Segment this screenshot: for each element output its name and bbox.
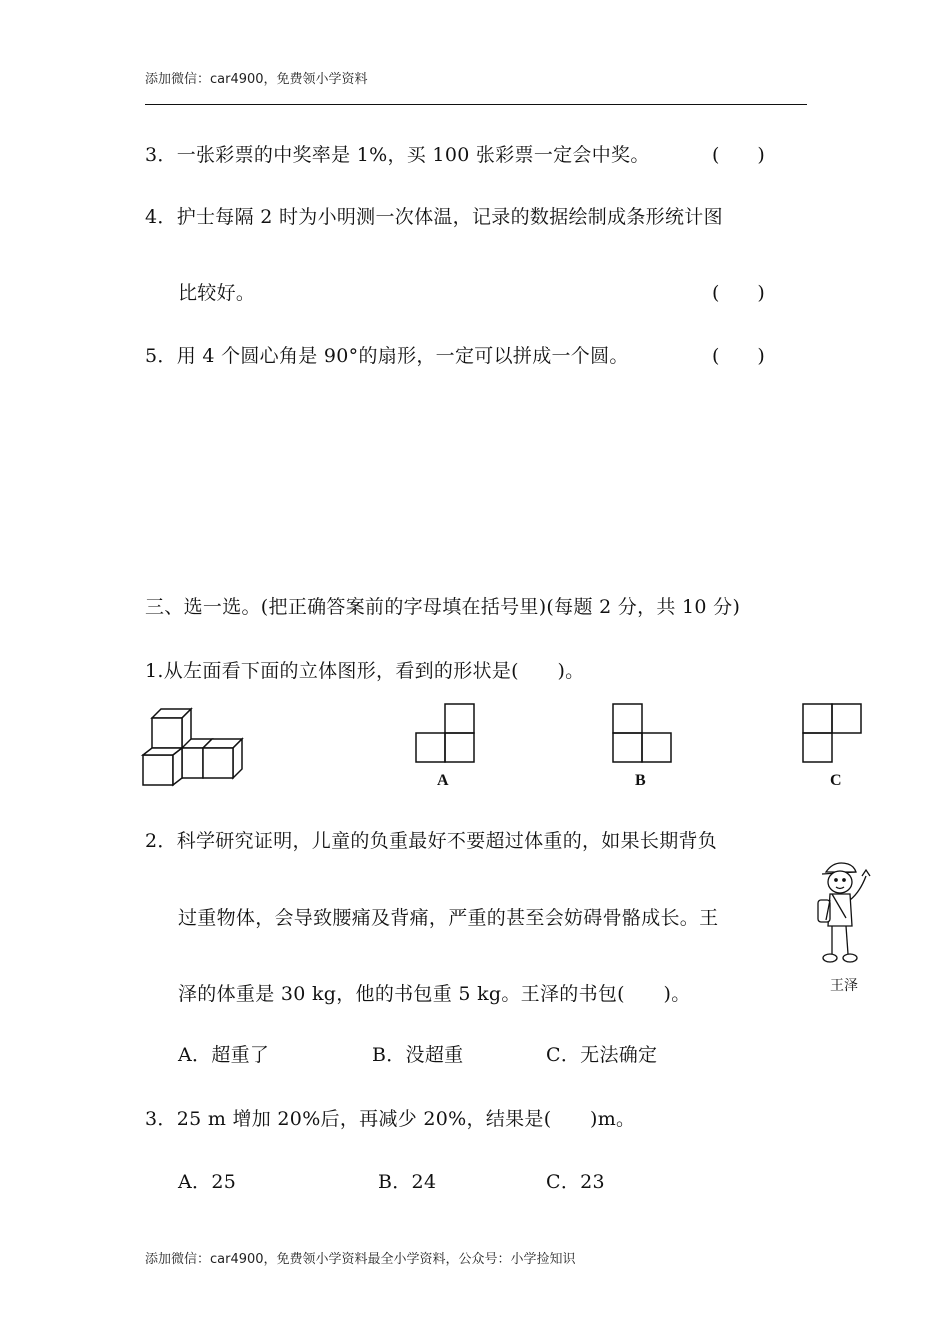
mc-q3-text: 25 m 增加 20%后，再减少 20%，结果是( )m。 bbox=[176, 1108, 636, 1130]
judge-q4-number: 4． bbox=[145, 206, 177, 228]
judge-q5-answer-blank: ( ) bbox=[712, 345, 765, 367]
option-c-figure bbox=[801, 702, 865, 766]
mc-q2-line3: 泽的体重是 30 kg，他的书包重 5 kg。王泽的书包( )。 bbox=[178, 983, 691, 1005]
judge-q5-number: 5． bbox=[145, 345, 177, 367]
mc-q2-option-c: C．无法确定 bbox=[546, 1044, 658, 1066]
judge-q4 bbox=[145, 202, 723, 229]
judge-q3-text: 一张彩票的中奖率是 1%，买 100 张彩票一定会中奖。 bbox=[176, 144, 650, 166]
judge-q4-text-cont: 比较好。 bbox=[178, 282, 256, 304]
boy-caption: 王泽 bbox=[830, 978, 858, 994]
option-a-figure bbox=[414, 702, 478, 766]
mc-q1-text: 1.从左面看下面的立体图形，看到的形状是( )。 bbox=[145, 660, 585, 682]
option-c-label: C bbox=[830, 772, 842, 789]
page-header: 添加微信：car4900，免费领小学资料 bbox=[145, 72, 368, 87]
page-footer: 添加微信：car4900，免费领小学资料最全小学资料，公众号：小学捡知识 bbox=[145, 1252, 576, 1267]
option-b-label: B bbox=[635, 772, 646, 789]
mc-q3-number: 3． bbox=[145, 1108, 177, 1130]
judge-q4-answer-blank: ( ) bbox=[712, 282, 765, 304]
option-b-figure bbox=[611, 702, 675, 766]
mc-q3 bbox=[145, 1104, 635, 1131]
mc-q2-option-a: A．超重了 bbox=[178, 1044, 270, 1066]
mc-q2-option-b: B．没超重 bbox=[372, 1044, 464, 1066]
mc-q2-line2: 过重物体，会导致腰痛及背痛，严重的甚至会妨碍骨骼成长。王 bbox=[178, 907, 719, 929]
cube-3d-figure bbox=[140, 704, 255, 790]
mc-q2-line1 bbox=[145, 826, 717, 853]
judge-q3 bbox=[145, 140, 650, 167]
mc-q2-text1: 科学研究证明，儿童的负重最好不要超过体重的，如果长期背负 bbox=[176, 830, 718, 852]
judge-q4-text: 护士每隔 2 时为小明测一次体温，记录的数据绘制成条形统计图 bbox=[176, 206, 723, 228]
judge-q3-number: 3． bbox=[145, 144, 177, 166]
mc-q3-option-b: B．24 bbox=[378, 1171, 437, 1193]
header-divider bbox=[145, 104, 807, 105]
judge-q3-answer-blank: ( ) bbox=[712, 144, 765, 166]
judge-q5-text: 用 4 个圆心角是 90°的扇形，一定可以拼成一个圆。 bbox=[176, 345, 629, 367]
mc-q3-option-c: C．23 bbox=[546, 1171, 605, 1193]
judge-q5 bbox=[145, 341, 629, 368]
mc-q3-option-a: A．25 bbox=[178, 1171, 237, 1193]
section3-title: 三、选一选。(把正确答案前的字母填在括号里)(每题 2 分，共 10 分) bbox=[145, 596, 741, 618]
mc-q2-number: 2． bbox=[145, 830, 177, 852]
option-a-label: A bbox=[437, 772, 449, 789]
boy-illustration bbox=[812, 856, 878, 974]
